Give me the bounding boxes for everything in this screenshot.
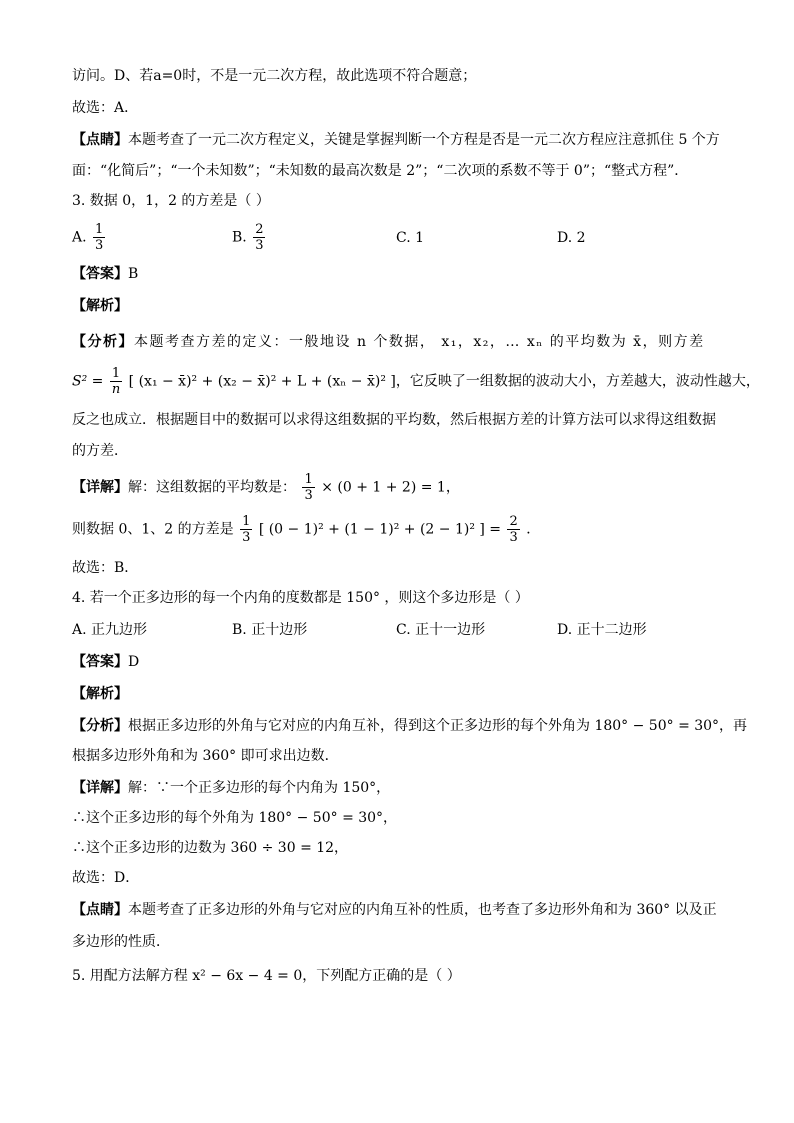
text-line: ∴这个正多边形的每个外角为 180° − 50° = 30°， [72, 810, 398, 826]
q4-option-d: D. 正十二边形 [557, 622, 647, 638]
question-4: 4. 若一个正多边形的每一个内角的度数都是 150° ，则这个多边形是（ ） [72, 590, 529, 606]
text-line: 反之也成立．根据题目中的数据可以求得这组数据的平均数，然后根据方差的计算方法可以求得这组数据 [72, 412, 716, 428]
question-3: 3. 数据 0，1，2 的方差是（ ） [72, 193, 270, 209]
dianjing-tag: 【点睛】 [72, 132, 128, 148]
text-line: 的方差． [72, 443, 128, 459]
formula-body: [ (x₁ − x̄)² + (x₂ − x̄)² + L + (xₙ − x̄)² ] [128, 373, 396, 390]
text-segment: 本题考查了正多边形的外角与它对应的内角互补的性质，也考查了多边形外角和为 360° 以及正 [128, 902, 717, 918]
text-line [72, 900, 717, 920]
text-line: 故选：B． [72, 560, 139, 576]
answer-line [72, 264, 138, 284]
text-segment: 则数据 0、1、2 的方差是 [72, 521, 234, 538]
q3-option-c: C. 1 [396, 230, 425, 246]
xiangjie-tag: 【详解】 [72, 479, 128, 496]
xiangjie-line-1 [72, 472, 460, 503]
text-segment: 本题考查方差的定义：一般地设 n 个数据， x₁，x₂，… xₙ 的平均数为 x̄，则方差 [134, 334, 705, 350]
xiangjie-tag: 【详解】 [72, 780, 128, 796]
analysis-tag: 【解析】 [72, 686, 128, 702]
text-line [72, 332, 705, 352]
fraction: $\frac{1}{3}$ [304, 472, 313, 503]
text-line [72, 778, 390, 798]
text-line: 根据多边形外角和为 360° 即可求出边数． [72, 748, 339, 764]
answer-value: B [128, 266, 139, 282]
text-segment: ，它反映了一组数据的波动大小，方差越大，波动性越大， [395, 373, 760, 390]
text-segment: 解：这组数据的平均数是： [128, 479, 296, 496]
analysis-tag: 【解析】 [72, 298, 128, 314]
answer-tag: 【答案】 [72, 654, 128, 670]
text-segment: 本题考查了一元二次方程定义，关键是掌握判断一个方程是否是一元二次方程应注意抓住 5 个方 [128, 132, 720, 148]
q3-option-a [72, 222, 107, 253]
option-label: A. [72, 229, 87, 246]
variance-formula-line [72, 366, 760, 397]
q3-option-b [232, 222, 267, 253]
question-5: 5. 用配方法解方程 x² − 6x − 4 = 0，下列配方正确的是（ ） [72, 968, 461, 984]
fenxi-tag: 【分析】 [72, 334, 134, 350]
text-line: ∴这个正多边形的边数为 360 ÷ 30 = 12， [72, 840, 349, 856]
option-label: B. [232, 229, 247, 246]
formula-body: [ (0 − 1)² + (1 − 1)² + (2 − 1)² ] = [258, 521, 502, 538]
q4-option-a: A. 正九边形 [72, 622, 148, 638]
text-line [72, 130, 720, 150]
fraction: $\frac{2}{3}$ [509, 514, 518, 545]
fraction: $\frac{1}{3}$ [95, 222, 104, 253]
q3-option-d: D. 2 [557, 230, 586, 246]
q4-option-b: B. 正十边形 [232, 622, 308, 638]
text-line: 面：“化简后”；“一个未知数”；“未知数的最高次数是 2”；“二次项的系数不等于 0”；“整式方程”． [72, 163, 689, 179]
answer-line [72, 652, 139, 672]
dianjing-tag: 【点睛】 [72, 902, 128, 918]
q4-option-c: C. 正十一边形 [396, 622, 486, 638]
text-line: 多边形的性质． [72, 934, 170, 950]
fenxi-tag: 【分析】 [72, 718, 128, 734]
text-segment: 根据正多边形的外角与它对应的内角互补，得到这个正多边形的每个外角为 180° − 50° = 30°，再 [128, 718, 748, 734]
text-line: 访问。D、若a=0时，不是一元二次方程，故此选项不符合题意； [72, 68, 477, 84]
text-segment: 解：∵一个正多边形的每个内角为 150°， [128, 780, 391, 796]
answer-value: D [128, 654, 140, 670]
text-line: 故选：D． [72, 870, 140, 886]
formula-body: × (0 + 1 + 2) = 1， [321, 479, 460, 496]
answer-tag: 【答案】 [72, 266, 128, 282]
fraction: $\frac{1}{n}$ [111, 366, 121, 397]
formula-lhs: S² = [72, 373, 104, 390]
fraction: $\frac{1}{3}$ [242, 514, 251, 545]
text-line [72, 716, 747, 736]
text-line: 故选：A． [72, 100, 139, 116]
xiangjie-line-2: 则数据 0、1、2 的方差是 $\frac{1}{3}$ [ (0 − 1)² + (1 − 1)² + (2 − 1)² ] = $\frac{2}{3}$ ． [72, 514, 541, 545]
fraction: $\frac{2}{3}$ [255, 222, 264, 253]
